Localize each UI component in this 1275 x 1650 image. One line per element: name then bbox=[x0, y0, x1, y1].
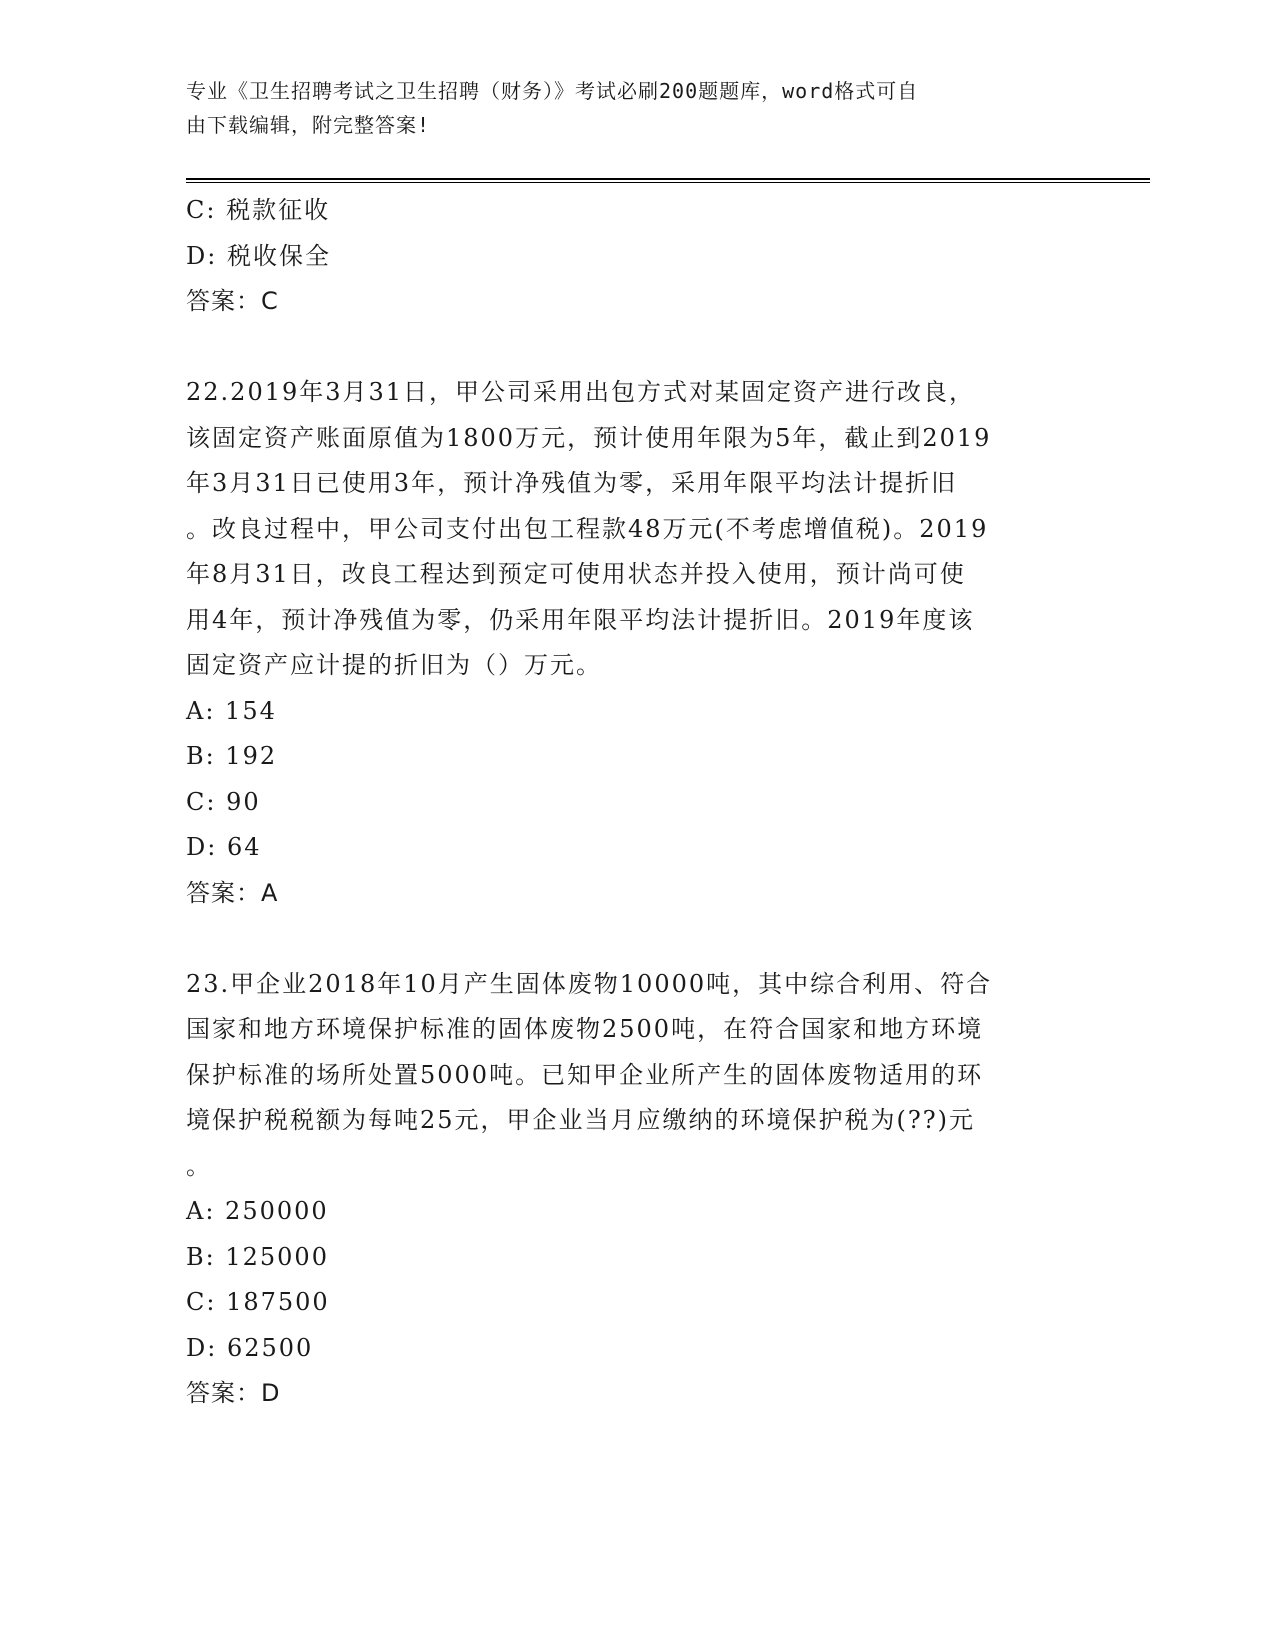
question-23-line-3: 保护标准的场所处置5000吨。已知甲企业所产生的固体废物适用的环 bbox=[186, 1060, 984, 1089]
question-22-option-d: D: 64 bbox=[186, 833, 262, 861]
spacer bbox=[186, 325, 1086, 371]
question-23-line-4: 境保护税税额为每吨25元，甲企业当月应缴纳的环境保护税为(??)元 bbox=[186, 1106, 975, 1134]
question-23-line-5: 。 bbox=[186, 1151, 212, 1180]
question-22-line-2: 该固定资产账面原值为1800万元，预计使用年限为5年，截止到2019 bbox=[186, 423, 992, 452]
question-content bbox=[186, 188, 1086, 1417]
header-line-1: 专业《卫生招聘考试之卫生招聘（财务）》考试必刷200题题库，word格式可自 bbox=[186, 79, 919, 103]
answer-line: 答案：C bbox=[186, 287, 279, 315]
question-23-line-1: 23.甲企业2018年10月产生固体废物10000吨，其中综合利用、符合 bbox=[186, 969, 993, 998]
question-22-line-7: 固定资产应计提的折旧为（）万元。 bbox=[186, 651, 602, 679]
option-c: C: 税款征收 bbox=[186, 196, 331, 224]
question-22-line-5: 年8月31日，改良工程达到预定可使用状态并投入使用，预计尚可使 bbox=[186, 560, 966, 588]
question-23-answer: 答案：D bbox=[186, 1379, 281, 1407]
spacer bbox=[186, 916, 1086, 962]
question-23-option-c: C: 187500 bbox=[186, 1288, 330, 1316]
question-22-option-c: C: 90 bbox=[186, 787, 261, 816]
header-line-2: 由下载编辑，附完整答案! bbox=[186, 113, 431, 137]
question-22-line-6: 用4年，预计净残值为零，仍采用年限平均法计提折旧。2019年度该 bbox=[186, 605, 975, 634]
header-rule-thin bbox=[186, 182, 1150, 183]
question-22-line-1: 22.2019年3月31日，甲公司采用出包方式对某固定资产进行改良， bbox=[186, 378, 976, 406]
question-23-option-a: A: 250000 bbox=[186, 1197, 329, 1225]
question-23-line-2: 国家和地方环境保护标准的固体废物2500吨，在符合国家和地方环境 bbox=[186, 1015, 984, 1043]
question-23-option-d: D: 62500 bbox=[186, 1333, 314, 1362]
question-23-option-b: B: 125000 bbox=[186, 1242, 329, 1271]
question-22-line-3: 年3月31日已使用3年，预计净残值为零，采用年限平均法计提折旧 bbox=[186, 469, 958, 497]
document-header bbox=[186, 74, 1066, 142]
question-22-option-a: A: 154 bbox=[186, 696, 277, 725]
question-22-line-4: 。改良过程中，甲公司支付出包工程款48万元(不考虑增值税)。2019 bbox=[186, 514, 989, 543]
option-d: D: 税收保全 bbox=[186, 241, 331, 270]
header-rule-thick bbox=[186, 178, 1150, 180]
question-22-option-b: B: 192 bbox=[186, 742, 278, 770]
question-22-answer: 答案：A bbox=[186, 878, 279, 907]
